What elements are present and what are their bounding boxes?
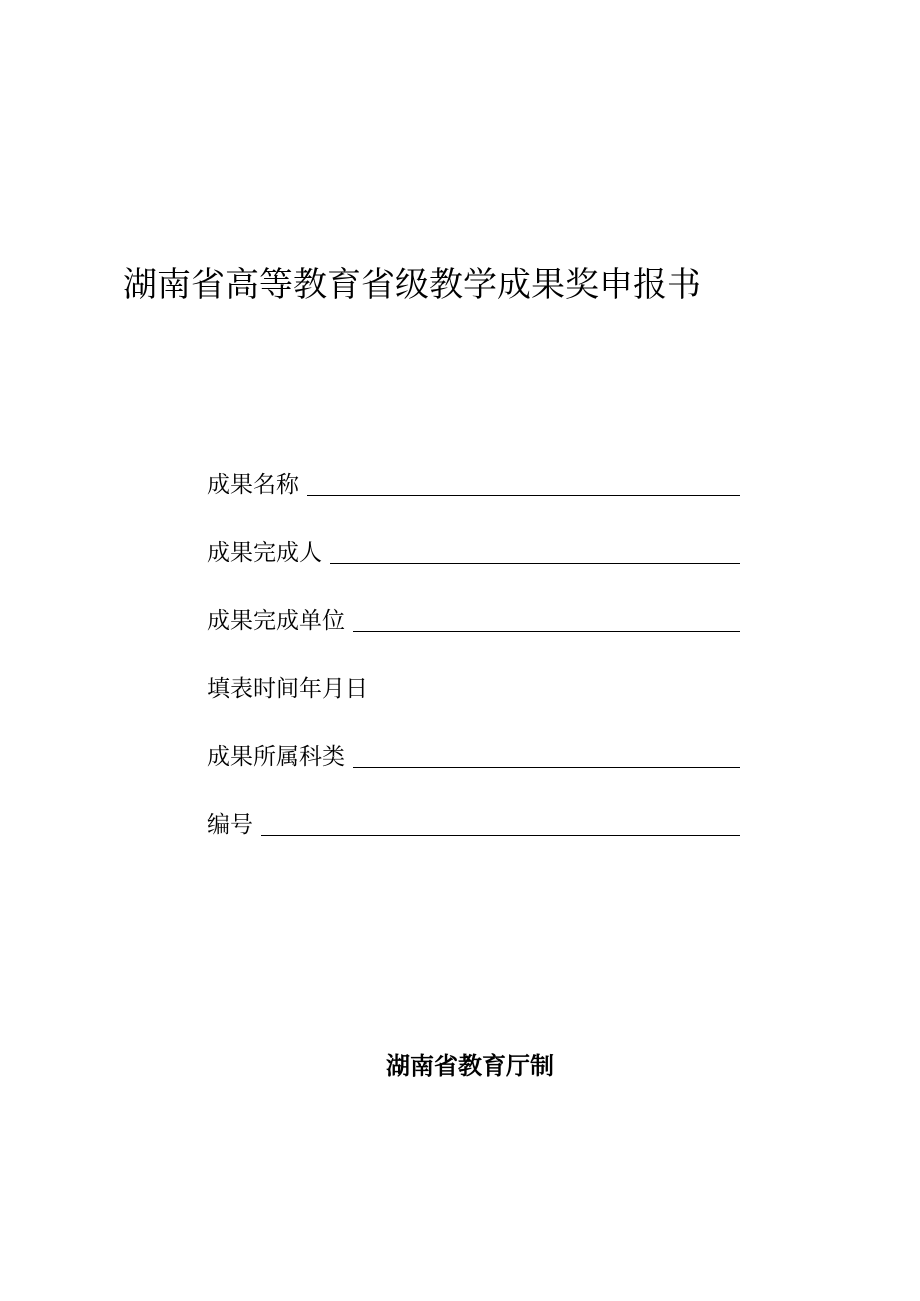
field-achievement-completer: [207, 533, 740, 573]
fill-in-line[interactable]: [330, 563, 740, 564]
field-label: 成果完成单位: [207, 608, 345, 634]
field-label: 成果完成人: [207, 540, 322, 566]
field-discipline-category: [207, 737, 740, 777]
document-title: 湖南省高等教育省级教学成果奖申报书: [123, 265, 701, 305]
fill-in-line[interactable]: [353, 767, 740, 768]
cover-form: [207, 465, 740, 873]
field-completing-unit: [207, 601, 740, 641]
field-label: 填表时间年月日: [207, 676, 368, 702]
field-label: 成果名称: [207, 472, 299, 498]
field-achievement-name: [207, 465, 740, 505]
fill-in-line[interactable]: [307, 495, 740, 496]
fill-in-line[interactable]: [353, 631, 740, 632]
field-fill-date: [207, 669, 740, 709]
field-serial-number: [207, 805, 740, 845]
field-label: 编号: [207, 812, 253, 838]
fill-in-line[interactable]: [261, 835, 740, 836]
field-label: 成果所属科类: [207, 744, 345, 770]
issuer-label: 湖南省教育厅制: [386, 1052, 554, 1080]
